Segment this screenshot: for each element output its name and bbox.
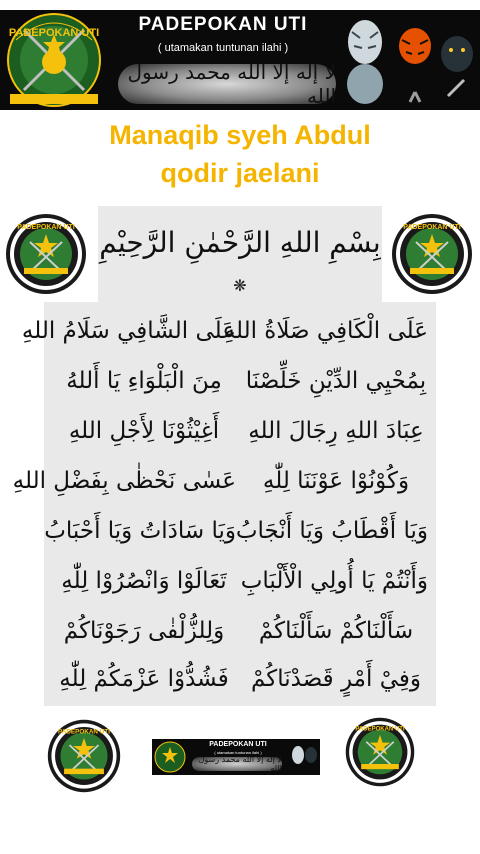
verse-row	[44, 406, 436, 456]
mini-banner-calligraphy: لا إله إلا الله محمد رسول الله	[192, 757, 282, 771]
seal-top-left	[4, 212, 88, 296]
black-panther-image	[434, 12, 480, 106]
seal-text: PADEPOKAN UTI	[58, 728, 110, 736]
page-title-text: Manaqib syeh Abdul qodir jaelani	[109, 120, 371, 188]
mini-banner-title: PADEPOKAN UTI	[209, 741, 267, 748]
mini-tiger-image	[290, 741, 318, 773]
verse-row	[44, 606, 436, 656]
verse-right: عَلَى الْكَافِي صَلَاةُ اللهِ	[223, 318, 428, 344]
verse-left: عَلَى الشَّافِي سَلَامُ اللهِ	[21, 318, 236, 344]
seal-text: PADEPOKAN UTI	[403, 224, 461, 231]
seal-bottom-right	[344, 716, 416, 788]
seal-top-right	[390, 212, 474, 296]
verse-row	[44, 356, 436, 406]
banner-subtitle: ( utamakan tuntunan ilahi )	[157, 42, 289, 54]
verse-right: بِمُحْيِي الدِّيْنِ خَلِّصْنَا	[245, 368, 427, 394]
page-title	[0, 116, 480, 192]
verse-left: عَسٰى نَحْظٰى بِفَضْلِ اللهِ	[12, 468, 236, 494]
verse-row	[44, 506, 436, 556]
verse-left: فَشُدُّوْا عَزْمَكُمْ لِلّٰهِ	[59, 666, 229, 692]
ornament-mark: ❋	[233, 276, 247, 295]
verse-right: وَكُوْنُوْا عَوْنَنَا لِلّٰهِ	[262, 468, 410, 494]
verse-right: عِبَادَ اللهِ رِجَالَ اللهِ	[248, 418, 424, 444]
mini-banner-subtitle: ( utamakan tuntunan ilahi )	[214, 750, 262, 755]
orange-tiger-image	[392, 12, 438, 106]
banner-title: PADEPOKAN UTI	[138, 14, 308, 35]
bismillah-text: بِسْمِ اللهِ الرَّحْمٰنِ الرَّحِيْمِ	[99, 226, 381, 259]
verse-row	[12, 456, 436, 506]
verse-right: وَأَنْتُمْ يَا أُولِي الْأَلْبَابِ	[240, 568, 428, 594]
bismillah-panel	[98, 206, 382, 302]
verse-row	[44, 654, 436, 704]
mini-logo	[154, 741, 186, 773]
verse-right: وَفِيْ أَمْرٍ قَصَدْنَاكُمْ	[251, 666, 421, 692]
seal-text: PADEPOKAN UTI	[17, 224, 75, 231]
mini-banner	[152, 739, 320, 775]
verse-left: تَعَالَوْا وَانْصُرُوْا لِلّٰهِ	[61, 568, 227, 594]
banner-calligraphy: لا إله إلا الله محمد رسول الله	[118, 64, 336, 104]
top-banner	[0, 10, 480, 110]
verse-left: وَيَا سَادَاتُ وَيَا أَحْبَابُ	[44, 518, 236, 544]
seal-bottom-left	[46, 718, 122, 794]
white-tiger-image	[342, 12, 388, 106]
padepokan-logo	[2, 10, 106, 110]
verse-row	[21, 306, 436, 356]
verse-left: أَغِيْثُوْنَا لِأَجْلِ اللهِ	[68, 418, 220, 444]
verse-row	[44, 556, 436, 606]
verse-right: وَيَا أَقْطَابُ وَيَا أَنْجَابُ	[235, 518, 428, 544]
seal-text: PADEPOKAN UTI	[355, 726, 405, 733]
verse-right: سَأَلْنَاكُمْ سَأَلْنَاكُمْ	[258, 618, 414, 644]
verse-left: وَلِلزُّلْفٰى رَجَوْنَاكُمْ	[63, 618, 225, 644]
verses-panel	[12, 302, 436, 706]
logo-text: PADEPOKAN UTI	[8, 27, 100, 39]
verse-left: مِنَ الْبَلْوَاءِ يَا أَللهُ	[66, 368, 222, 394]
